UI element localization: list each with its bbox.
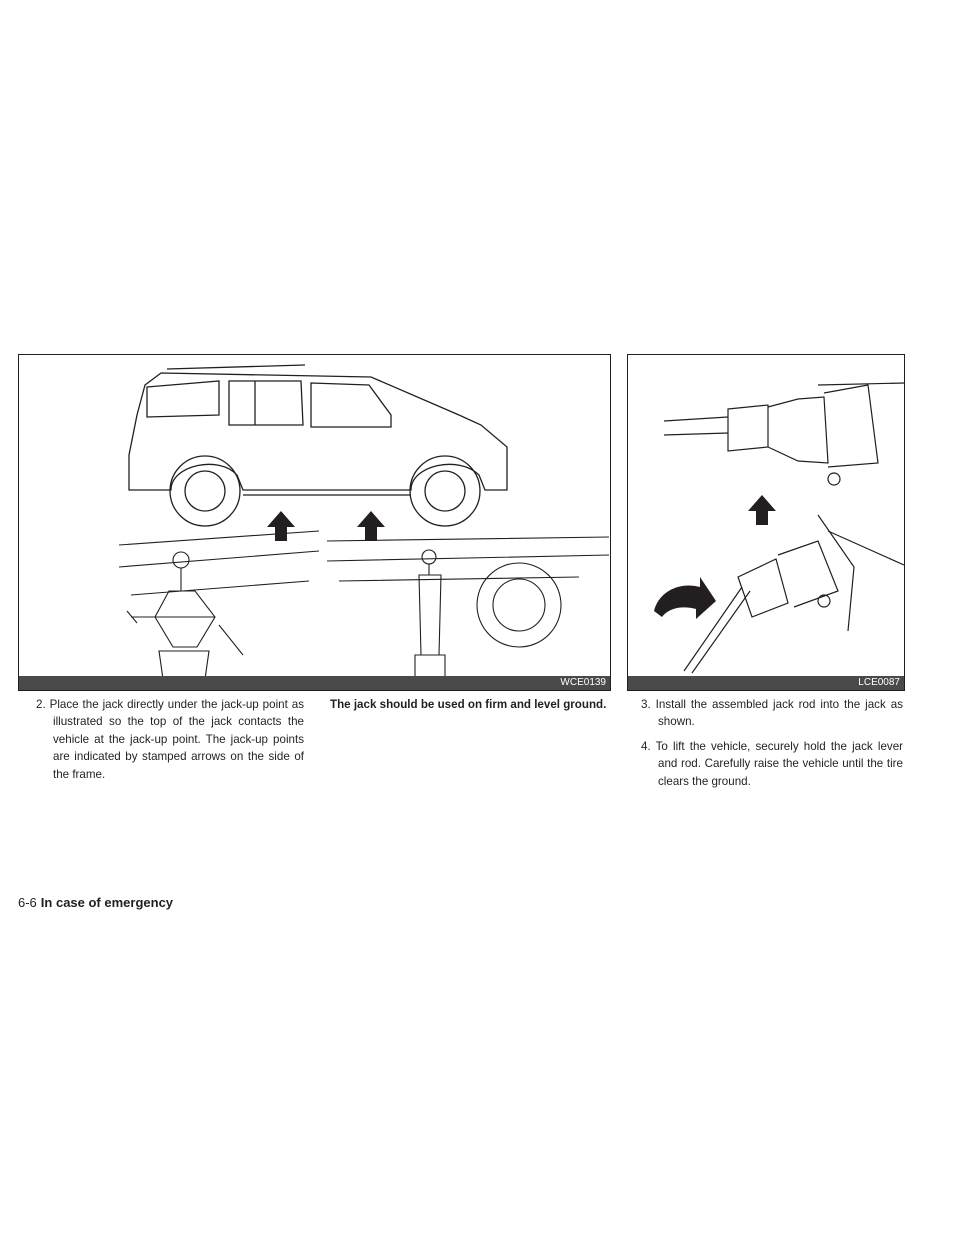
step-4-text: 4. To lift the vehicle, securely hold the jack lever and rod. Carefully raise the vehicle until the tire clears the ground. [641,739,903,788]
figure-code: WCE0139 [560,677,606,688]
figure-caption-bar [628,676,904,690]
step-2-text: 2. Place the jack directly under the jack-up point as illustrated so the top of the jack contacts the vehicle at the jack-up point. The jack-up points are indicated by stamped arrows on the side of the frame. [36,698,304,781]
text-column-2 [330,696,608,713]
page-number: 6-6 [18,895,37,910]
warning-text: The jack should be used on firm and level ground. [330,698,607,711]
vehicle-jack-illustration [19,355,610,690]
text-column-3 [641,696,903,797]
jack-rod-figure [627,354,905,691]
page-footer [18,895,173,911]
jack-rod-illustration [628,355,904,690]
section-title: In case of emergency [40,895,174,910]
figure-code: LCE0087 [858,677,900,688]
figure-caption-bar [19,676,610,690]
step-3-text: 3. Install the assembled jack rod into the jack as shown. [641,698,903,729]
jack-up-points-figure [18,354,611,691]
text-column-1 [36,696,304,790]
